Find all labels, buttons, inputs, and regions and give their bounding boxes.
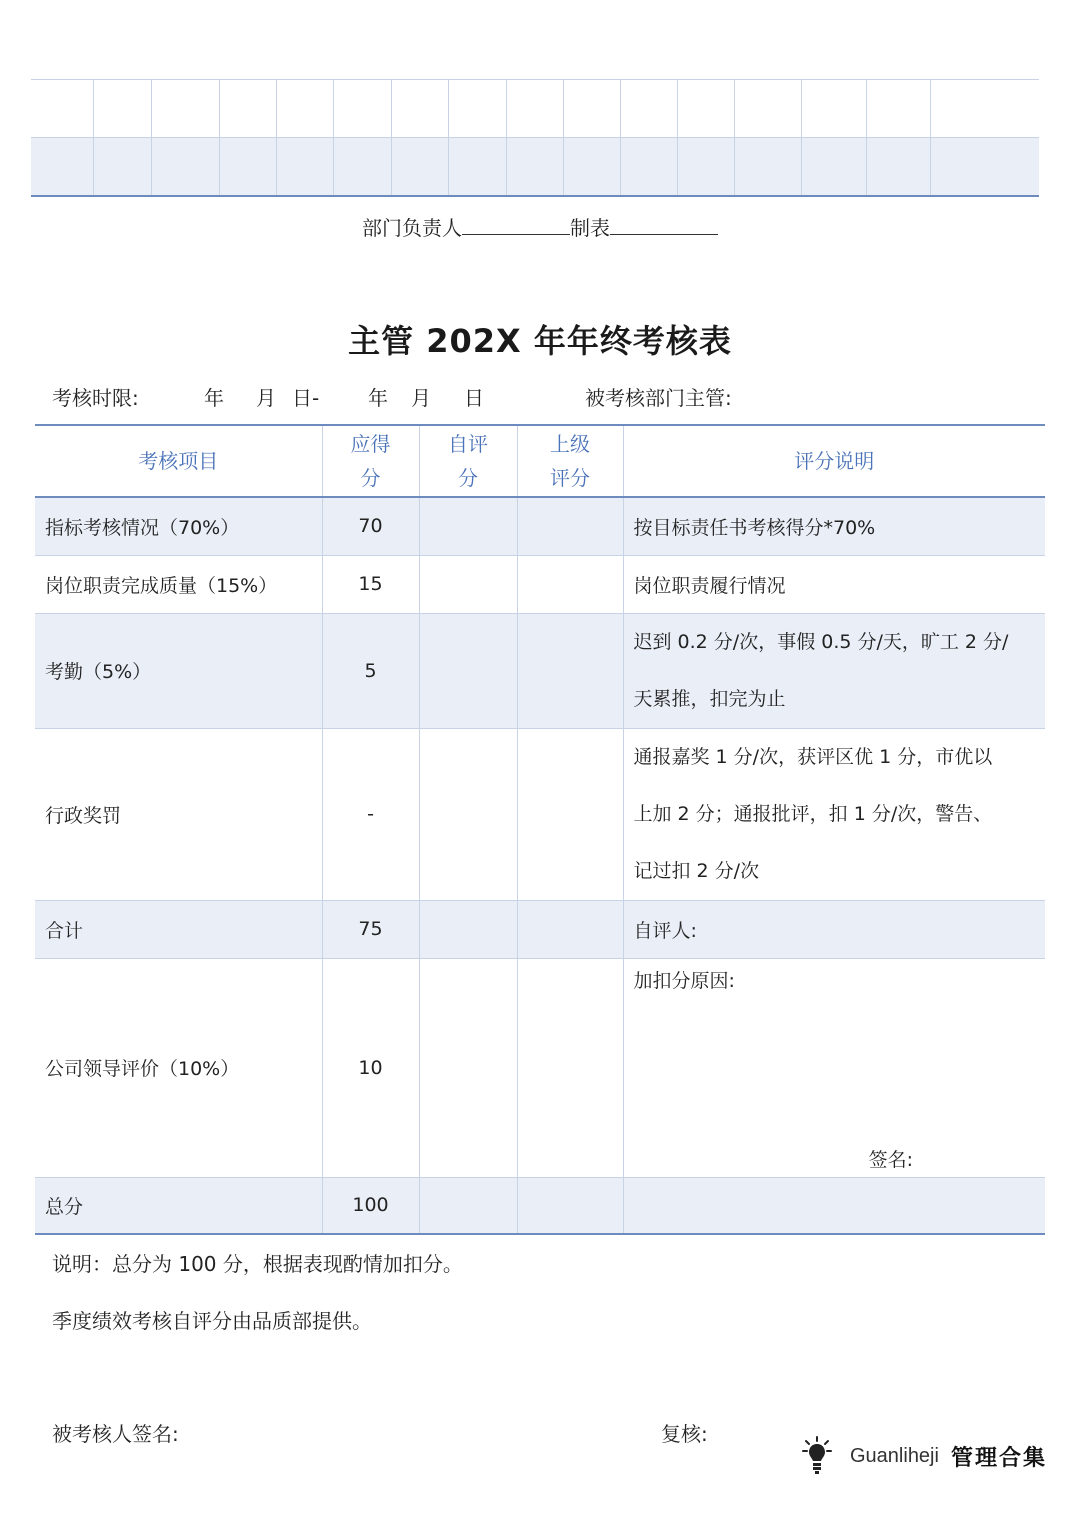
row-description: 岗位职责履行情况 <box>623 555 1045 613</box>
row-supervisor-score[interactable] <box>517 958 623 1177</box>
row-description: 按目标责任书考核得分*70% <box>623 497 1045 555</box>
row-supervisor-score[interactable] <box>517 497 623 555</box>
review-label: 复核: <box>661 1422 708 1446</box>
row-self-score[interactable] <box>419 728 517 900</box>
header-self-score: 自评 分 <box>419 425 517 497</box>
note-line-2: 季度绩效考核自评分由品质部提供。 <box>52 1309 372 1333</box>
dept-head-label: 部门负责人 <box>362 216 462 240</box>
row-supervisor-score[interactable] <box>517 900 623 958</box>
prepared-by-label: 制表 <box>570 216 610 240</box>
logo-text-cn: 管理合集 <box>950 1444 1047 1471</box>
row-score: 5 <box>322 613 419 728</box>
appraisal-table <box>35 424 1045 1235</box>
table-header-row <box>35 425 1045 497</box>
period-row <box>52 382 484 411</box>
logo-text-en: Guanliheji <box>850 1444 939 1467</box>
row-score: 10 <box>322 958 419 1177</box>
period-day2: 日 <box>464 386 484 410</box>
reason-label: 加扣分原因: <box>633 969 735 992</box>
row-description: 通报嘉奖 1 分/次，获评区优 1 分，市优以 上加 2 分；通报批评，扣 1 分/次，警告、 记过扣 2 分/次 <box>623 728 1045 900</box>
row-item: 岗位职责完成质量（15%） <box>35 555 322 613</box>
table-row <box>35 497 1045 555</box>
header-score: 应得 分 <box>322 425 419 497</box>
row-self-score[interactable] <box>419 1177 517 1234</box>
table-row <box>35 958 1045 1177</box>
row-supervisor-score[interactable] <box>517 1177 623 1234</box>
row-supervisor-score[interactable] <box>517 555 623 613</box>
top-partial-table <box>31 79 1039 197</box>
brand-logo <box>802 1436 1047 1476</box>
period-month2: 月 <box>411 386 431 410</box>
period-label: 考核时限: <box>52 386 139 410</box>
table-row <box>35 900 1045 958</box>
row-supervisor-score[interactable] <box>517 613 623 728</box>
lightbulb-icon <box>802 1436 832 1476</box>
signature-line <box>0 212 1080 241</box>
row-item: 合计 <box>35 900 322 958</box>
period-year2: 年 <box>368 386 388 410</box>
header-description: 评分说明 <box>623 425 1045 497</box>
header-supervisor-score: 上级 评分 <box>517 425 623 497</box>
table-row <box>35 728 1045 900</box>
row-description: 迟到 0.2 分/次，事假 0.5 分/天，旷工 2 分/ 天累推，扣完为止 <box>623 613 1045 728</box>
row-self-score[interactable] <box>419 900 517 958</box>
period-day1: 日- <box>292 386 320 410</box>
row-item: 指标考核情况（70%） <box>35 497 322 555</box>
period-year1: 年 <box>204 386 224 410</box>
row-self-score[interactable] <box>419 497 517 555</box>
row-self-score[interactable] <box>419 613 517 728</box>
row-self-score[interactable] <box>419 958 517 1177</box>
note-line-1: 说明：总分为 100 分，根据表现酌情加扣分。 <box>52 1252 463 1276</box>
row-score: 15 <box>322 555 419 613</box>
sign-label: 签名: <box>868 1148 913 1171</box>
row-description <box>623 958 1045 1177</box>
row-supervisor-score[interactable] <box>517 728 623 900</box>
row-score: - <box>322 728 419 900</box>
row-item: 总分 <box>35 1177 322 1234</box>
row-description <box>623 1177 1045 1234</box>
table-row <box>35 555 1045 613</box>
evaluatee-signature-label: 被考核人签名: <box>52 1422 179 1446</box>
row-item: 考勤（5%） <box>35 613 322 728</box>
row-score: 75 <box>322 900 419 958</box>
row-score: 100 <box>322 1177 419 1234</box>
header-item: 考核项目 <box>35 425 322 497</box>
table-row <box>35 1177 1045 1234</box>
prepared-by-blank <box>610 212 718 235</box>
row-score: 70 <box>322 497 419 555</box>
row-item: 行政奖罚 <box>35 728 322 900</box>
row-item: 公司领导评价（10%） <box>35 958 322 1177</box>
page-title: 主管 202X 年年终考核表 <box>348 322 732 360</box>
period-month1: 月 <box>256 386 276 410</box>
row-description: 自评人: <box>623 900 1045 958</box>
evaluated-dept-head-label: 被考核部门主管: <box>585 386 732 410</box>
row-self-score[interactable] <box>419 555 517 613</box>
dept-head-blank <box>462 212 570 235</box>
table-row <box>35 613 1045 728</box>
